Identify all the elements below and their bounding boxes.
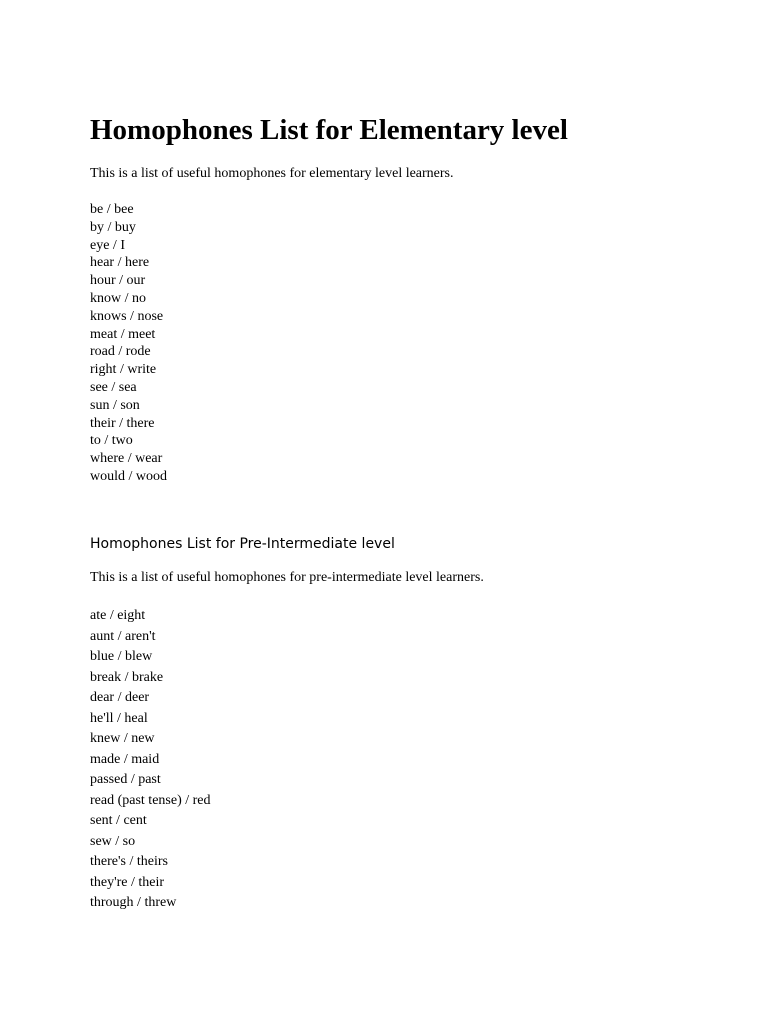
list-item: read (past tense) / red xyxy=(90,792,211,808)
list-item: blue / blew xyxy=(90,649,153,664)
list-item: knew / new xyxy=(90,731,155,746)
list-item: hour / our xyxy=(90,273,146,289)
list-item: eye / I xyxy=(90,237,125,253)
list-item: their / there xyxy=(90,415,155,431)
list-item: to / two xyxy=(90,433,133,449)
list-item: knows / nose xyxy=(90,308,164,324)
list-item: sun / son xyxy=(90,397,140,413)
elementary-intro: This is a list of useful homophones for elementary level learners. xyxy=(90,166,454,181)
list-item: he'll / heal xyxy=(90,710,148,726)
list-item: know / no xyxy=(90,290,146,306)
list-item: through / threw xyxy=(90,895,177,910)
list-item: be / bee xyxy=(90,202,134,217)
list-item: meat / meet xyxy=(90,326,156,342)
list-item: see / sea xyxy=(90,379,137,395)
page-title: Homophones List for Elementary level xyxy=(90,114,568,146)
list-item: break / brake xyxy=(90,669,164,685)
list-item: ate / eight xyxy=(90,608,146,623)
list-item: there's / theirs xyxy=(90,854,168,869)
pre-intermediate-intro: This is a list of useful homophones for pre-intermediate level learners. xyxy=(90,570,484,585)
list-item: they're / their xyxy=(90,874,165,890)
list-item: would / wood xyxy=(90,468,167,484)
list-item: by / buy xyxy=(90,219,136,235)
list-item: right / write xyxy=(90,362,157,378)
list-item: where / wear xyxy=(90,451,163,467)
pre-intermediate-homophone-list xyxy=(90,606,211,914)
elementary-homophone-list xyxy=(90,201,167,486)
list-item: hear / here xyxy=(90,255,150,271)
list-item: passed / past xyxy=(90,772,161,787)
list-item: made / maid xyxy=(90,751,160,767)
list-item: aunt / aren't xyxy=(90,628,156,644)
list-item: sew / so xyxy=(90,833,136,849)
section-heading: Homophones List for Pre-Intermediate level xyxy=(90,536,395,552)
list-item: sent / cent xyxy=(90,813,147,828)
list-item: dear / deer xyxy=(90,690,150,705)
list-item: road / rode xyxy=(90,344,151,360)
